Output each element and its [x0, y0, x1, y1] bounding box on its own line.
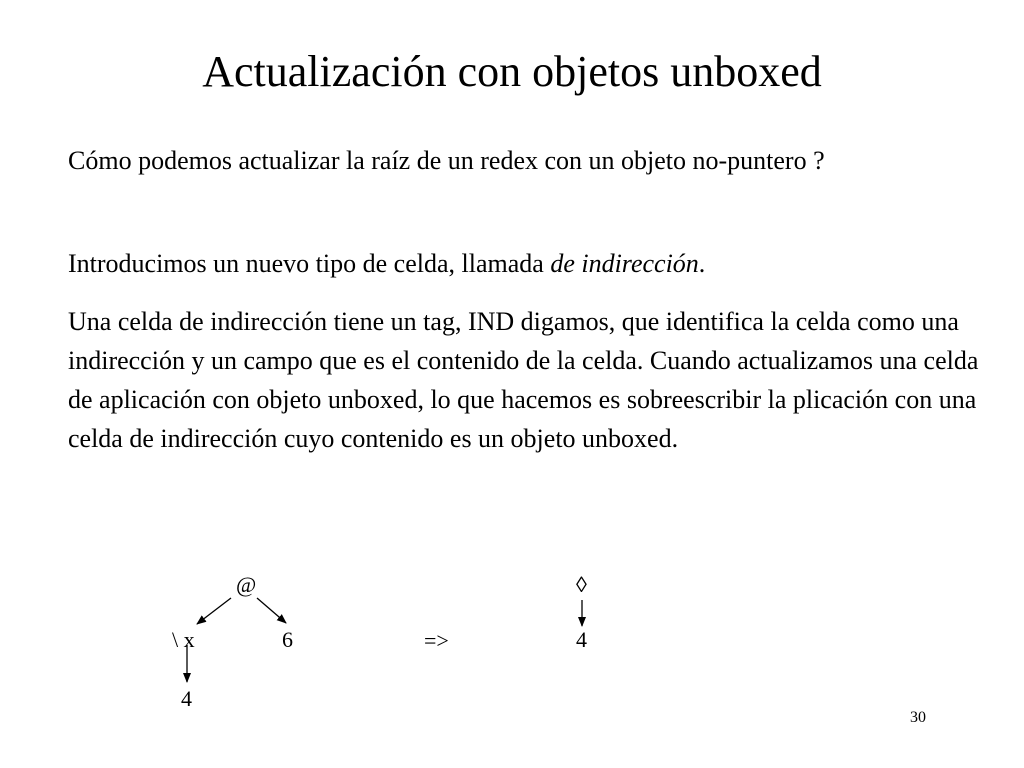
paragraph-question: Cómo podemos actualizar la raíz de un redex con un objeto no-puntero ? [68, 146, 825, 175]
edge-root-to-lambda [197, 598, 231, 624]
paragraph-introduction [68, 244, 998, 283]
slide-title: Actualización con objetos unboxed [202, 47, 822, 96]
node-lambda: \ x [172, 627, 195, 652]
paragraph-introduction-end: . [698, 249, 706, 278]
page-number: 30 [910, 709, 926, 726]
node-indirection-value: 4 [576, 627, 587, 652]
term-indirection: de indirección [550, 249, 699, 278]
edge-root-to-argument [257, 598, 286, 623]
diagram-edges [0, 560, 1024, 720]
paragraph-explanation: Una celda de indirección tiene un tag, IND digamos, que identifica la celda como una indirección y un campo que es el contenido de la celda. Cuando actualizamos una celda de aplicación con objeto unboxed, lo que hacemos es sobreescribir la plicación con una celda de indirección cuyo contenido es un objeto unboxed. [68, 307, 979, 453]
transformation-arrow: => [424, 628, 449, 653]
node-application: @ [236, 572, 257, 597]
node-lambda-body: 4 [181, 686, 192, 711]
node-indirection: ◊ [576, 572, 587, 597]
node-argument: 6 [282, 627, 293, 652]
graph-reduction-diagram [0, 560, 1024, 720]
paragraph-introduction-text: Introducimos un nuevo tipo de celda, llamada [68, 249, 551, 278]
